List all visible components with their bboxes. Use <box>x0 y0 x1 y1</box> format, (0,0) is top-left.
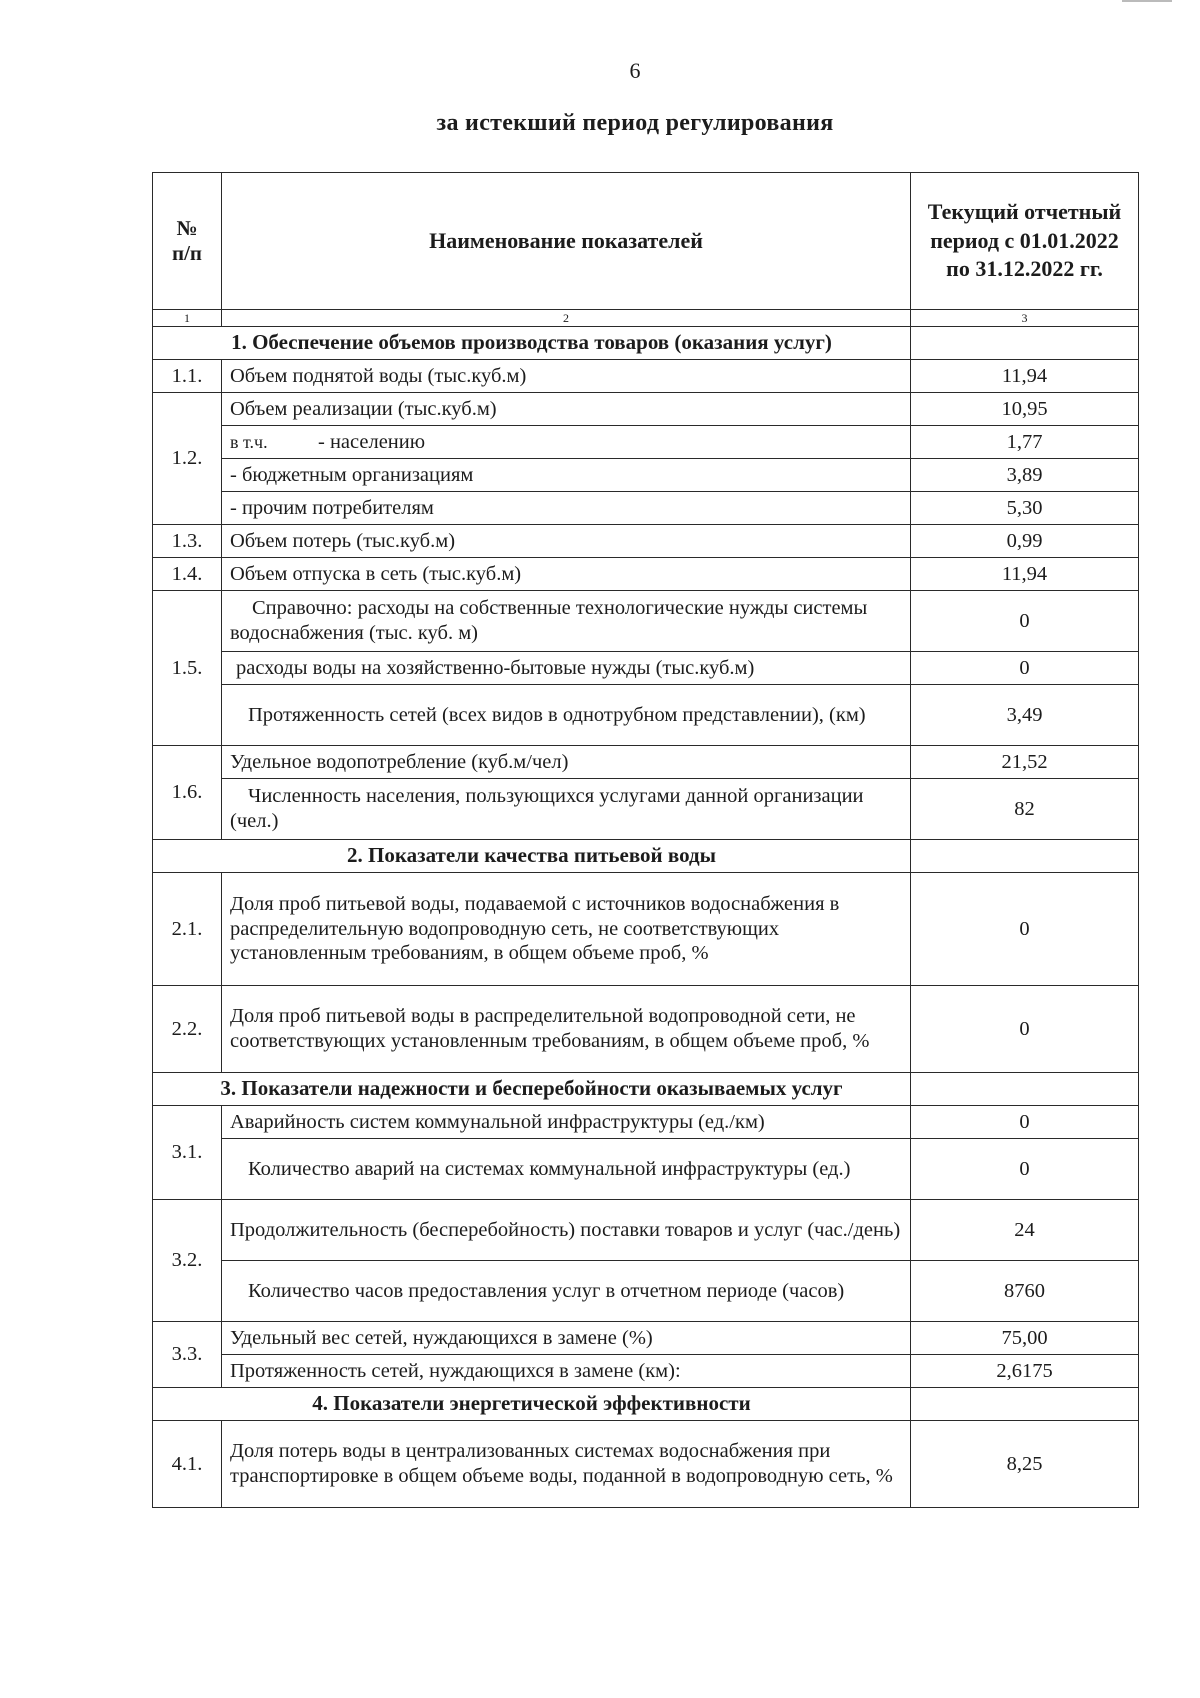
table-row <box>153 393 1139 426</box>
row-num: 1.6. <box>153 746 222 840</box>
row-name: Удельное водопотребление (куб.м/чел) <box>222 746 911 779</box>
row-num: 1.3. <box>153 525 222 558</box>
section-row <box>153 1388 1139 1421</box>
section-title-2: 2. Показатели качества питьевой воды <box>153 840 911 873</box>
row-name: Доля потерь воды в централизованных системах водоснабжения при транспортировке в общем объеме воды, поданной в водопроводную сеть, % <box>222 1421 911 1508</box>
table-row <box>153 558 1139 591</box>
row-value: 2,6175 <box>911 1355 1139 1388</box>
indicators-table <box>152 172 1139 1508</box>
row-num: 3.3. <box>153 1322 222 1388</box>
row-num: 2.1. <box>153 873 222 986</box>
row-value: 0 <box>911 1106 1139 1139</box>
section-row <box>153 1073 1139 1106</box>
section-title-4: 4. Показатели энергетической эффективности <box>153 1388 911 1421</box>
row-name: Удельный вес сетей, нуждающихся в замене (%) <box>222 1322 911 1355</box>
table-row <box>153 1200 1139 1261</box>
row-value: 0,99 <box>911 525 1139 558</box>
row-name-sub <box>222 426 911 459</box>
header-num <box>153 173 222 310</box>
row-value: 5,30 <box>911 492 1139 525</box>
row-value: 0 <box>911 591 1139 652</box>
row-name: Доля проб питьевой воды в распределительной водопроводной сети, не соответствующих установленным требованиям, в общем объеме проб, % <box>222 986 911 1073</box>
document-title: за истекший период регулирования <box>436 110 834 136</box>
row-name: - населению <box>318 430 426 453</box>
table-row <box>153 1421 1139 1508</box>
row-value: 0 <box>911 873 1139 986</box>
row-name: Количество часов предоставления услуг в отчетном периоде (часов) <box>222 1261 911 1322</box>
row-value: 0 <box>911 1139 1139 1200</box>
table-row <box>153 426 1139 459</box>
section-empty-cell <box>911 840 1139 873</box>
row-name: Объем потерь (тыс.куб.м) <box>222 525 911 558</box>
table-row <box>153 360 1139 393</box>
column-number: 2 <box>222 310 911 327</box>
table-row <box>153 746 1139 779</box>
row-name: Численность населения, пользующихся услугами данной организации (чел.) <box>222 779 911 840</box>
table-row <box>153 1322 1139 1355</box>
table-row <box>153 986 1139 1073</box>
row-value: 11,94 <box>911 360 1139 393</box>
row-name: - бюджетным организациям <box>222 459 911 492</box>
row-value: 0 <box>911 986 1139 1073</box>
row-name: - прочим потребителям <box>222 492 911 525</box>
row-value: 1,77 <box>911 426 1139 459</box>
table-row <box>153 1106 1139 1139</box>
column-number: 1 <box>153 310 222 327</box>
row-value: 75,00 <box>911 1322 1139 1355</box>
row-name: Продолжительность (бесперебойность) поставки товаров и услуг (час./день) <box>222 1200 911 1261</box>
corner-scan-mark <box>1122 0 1172 2</box>
row-name: Протяженность сетей (всех видов в однотрубном представлении), (км) <box>222 685 911 746</box>
column-number-row <box>153 310 1139 327</box>
row-name: Доля проб питьевой воды, подаваемой с источников водоснабжения в распределительную водопроводную сеть, не соответствующих установленным требованиям, в общем объеме проб, % <box>222 873 911 986</box>
row-value: 24 <box>911 1200 1139 1261</box>
row-num: 1.4. <box>153 558 222 591</box>
table-row <box>153 1261 1139 1322</box>
row-num: 1.5. <box>153 591 222 746</box>
table-row <box>153 591 1139 652</box>
section-empty-cell <box>911 327 1139 360</box>
table-row <box>153 873 1139 986</box>
row-name: Объем отпуска в сеть (тыс.куб.м) <box>222 558 911 591</box>
header-num-label: № п/п <box>171 215 203 265</box>
row-name: Аварийность систем коммунальной инфраструктуры (ед./км) <box>222 1106 911 1139</box>
row-name: Объем реализации (тыс.куб.м) <box>222 393 911 426</box>
table-row <box>153 525 1139 558</box>
section-title-3: 3. Показатели надежности и бесперебойности оказываемых услуг <box>153 1073 911 1106</box>
row-num: 3.1. <box>153 1106 222 1200</box>
row-num: 4.1. <box>153 1421 222 1508</box>
header-period: Текущий отчетный период с 01.01.2022 по 31.12.2022 гг. <box>911 173 1139 310</box>
column-number: 3 <box>911 310 1139 327</box>
table-row <box>153 652 1139 685</box>
row-value: 3,49 <box>911 685 1139 746</box>
table-row <box>153 492 1139 525</box>
section-row <box>153 840 1139 873</box>
header-name: Наименование показателей <box>222 173 911 310</box>
row-value: 3,89 <box>911 459 1139 492</box>
row-value: 8,25 <box>911 1421 1139 1508</box>
table-row <box>153 1355 1139 1388</box>
row-value: 21,52 <box>911 746 1139 779</box>
row-name: Объем поднятой воды (тыс.куб.м) <box>222 360 911 393</box>
row-name: Протяженность сетей, нуждающихся в замене (км): <box>222 1355 911 1388</box>
section-empty-cell <box>911 1073 1139 1106</box>
page-number: 6 <box>629 58 641 83</box>
section-row <box>153 327 1139 360</box>
section-empty-cell <box>911 1388 1139 1421</box>
row-value: 11,94 <box>911 558 1139 591</box>
row-name: расходы воды на хозяйственно-бытовые нужды (тыс.куб.м) <box>222 652 911 685</box>
row-value: 10,95 <box>911 393 1139 426</box>
table-row <box>153 459 1139 492</box>
table-row <box>153 779 1139 840</box>
section-title-1: 1. Обеспечение объемов производства товаров (оказания услуг) <box>153 327 911 360</box>
row-num: 1.2. <box>153 393 222 525</box>
row-num: 2.2. <box>153 986 222 1073</box>
row-name: Справочно: расходы на собственные технологические нужды системы водоснабжения (тыс. куб. м) <box>222 591 911 652</box>
row-num: 3.2. <box>153 1200 222 1322</box>
row-value: 8760 <box>911 1261 1139 1322</box>
row-prefix: в т.ч. <box>230 431 268 452</box>
row-name: Количество аварий на системах коммунальной инфраструктуры (ед.) <box>222 1139 911 1200</box>
row-value: 0 <box>911 652 1139 685</box>
table-row <box>153 1139 1139 1200</box>
table-row <box>153 685 1139 746</box>
table-header-row <box>153 173 1139 310</box>
row-value: 82 <box>911 779 1139 840</box>
row-num: 1.1. <box>153 360 222 393</box>
